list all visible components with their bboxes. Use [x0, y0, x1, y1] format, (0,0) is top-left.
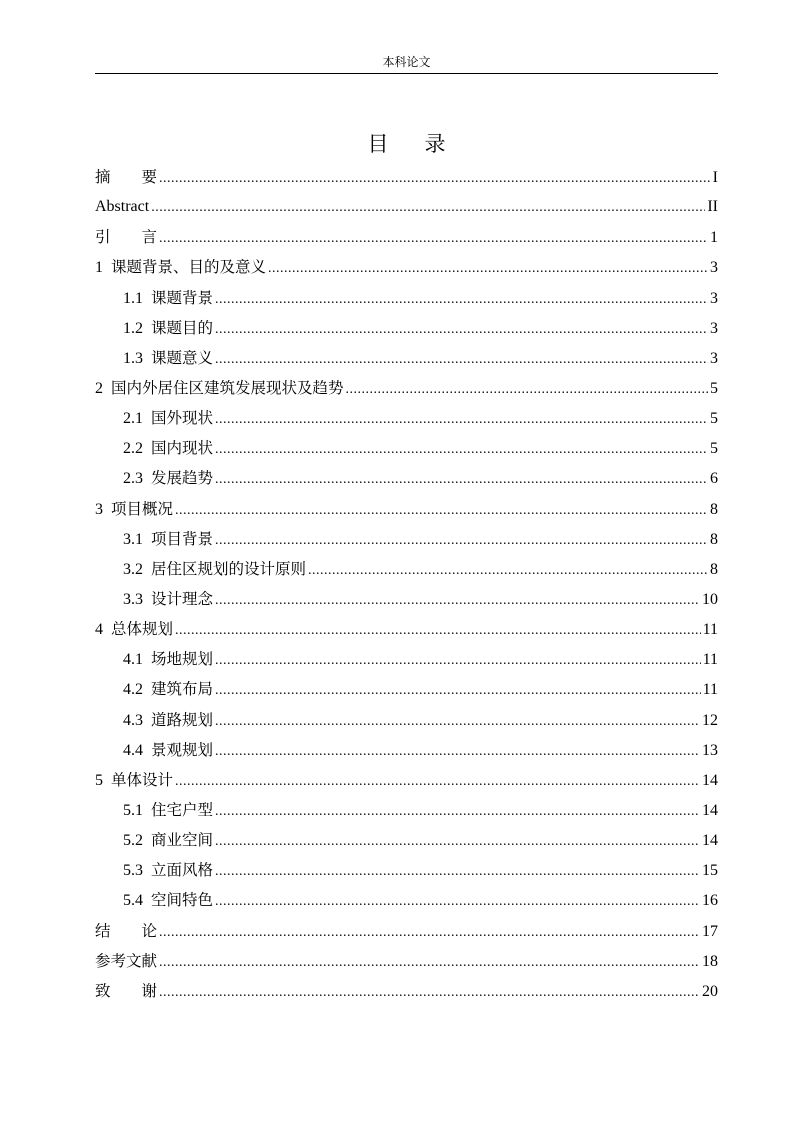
toc-entry-label: 建筑布局 [151, 680, 214, 699]
toc-dot-leader [308, 556, 708, 586]
toc-entry-label: 课题目的 [151, 318, 214, 337]
toc-entry-page: 5 [710, 379, 718, 397]
toc-entry[interactable] [95, 463, 718, 493]
toc-entry-page: 8 [710, 530, 718, 548]
toc-entry-page: 5 [710, 410, 718, 428]
toc-entry-page: 14 [702, 771, 718, 789]
toc-entry[interactable] [95, 614, 718, 644]
toc-entry-number: 4.4 [123, 741, 143, 759]
toc-dot-leader [215, 285, 708, 315]
toc-entry-number: 3 [95, 500, 103, 518]
toc-entry[interactable] [95, 494, 718, 524]
toc-entry-label: 课题背景、目的及意义 [111, 258, 267, 277]
toc-title: 目录 [367, 132, 482, 156]
toc-entry[interactable] [95, 795, 718, 825]
toc-dot-leader [215, 887, 700, 917]
toc-entry-number: 4.1 [123, 651, 143, 669]
toc-entry[interactable] [95, 433, 718, 463]
toc-entry[interactable] [95, 705, 718, 735]
toc-entry-label: 立面风格 [151, 861, 214, 880]
toc-dot-leader [215, 345, 708, 375]
toc-entry-page: 3 [710, 349, 718, 367]
toc-entry-page: 17 [702, 922, 718, 940]
toc-entry-page: 11 [702, 651, 718, 669]
toc-entry[interactable] [95, 825, 718, 855]
toc-entry-page: 3 [710, 319, 718, 337]
toc-entry-page: 11 [702, 621, 718, 639]
toc-dot-leader [215, 435, 708, 465]
toc-entry-number: 1.1 [123, 289, 143, 307]
toc-entry-label: 设计理念 [151, 589, 214, 608]
toc-entry-label: 国内外居住区建筑发展现状及趋势 [111, 378, 344, 397]
toc-entry-page: 15 [702, 862, 718, 880]
toc-entry-label: 项目背景 [151, 529, 214, 548]
toc-entry-number: 3.3 [123, 590, 143, 608]
toc-entry-label: 国外现状 [151, 409, 214, 428]
toc-entry[interactable] [95, 313, 718, 343]
toc-entry[interactable] [95, 855, 718, 885]
toc-entry-number: 3.1 [123, 530, 143, 548]
toc-entry-number: 5 [95, 771, 103, 789]
toc-entry-label: 课题意义 [151, 348, 214, 367]
toc-entry-number: 2 [95, 379, 103, 397]
toc-dot-leader [159, 948, 700, 978]
header-rule [95, 73, 718, 74]
toc-entry-number: 5.1 [123, 801, 143, 819]
toc-entry-number: 2.1 [123, 410, 143, 428]
toc-entry-page: 5 [710, 440, 718, 458]
toc-entry[interactable] [95, 343, 718, 373]
toc-dot-leader [215, 526, 708, 556]
toc-entry-label: 参考文献 [95, 951, 158, 970]
toc-entry[interactable] [95, 584, 718, 614]
toc-entry-page: 3 [710, 289, 718, 307]
toc-entry-number: 3.2 [123, 560, 143, 578]
toc-entry[interactable] [95, 252, 718, 282]
toc-entry[interactable] [95, 765, 718, 795]
toc-dot-leader [215, 707, 700, 737]
toc-entry-label: 居住区规划的设计原则 [151, 559, 307, 578]
toc-entry-number: 4.3 [123, 711, 143, 729]
toc-dot-leader [215, 737, 700, 767]
toc-entry-page: II [707, 198, 718, 216]
toc-dot-leader [215, 857, 700, 887]
toc-entry-page: 14 [702, 832, 718, 850]
toc-entry-page: 11 [702, 681, 718, 699]
toc-dot-leader [175, 767, 700, 797]
toc-entry-label: 道路规划 [151, 710, 214, 729]
toc-dot-leader [346, 375, 708, 405]
toc-entry-page: 3 [710, 259, 718, 277]
toc-entry-label: 空间特色 [151, 891, 214, 910]
toc-entry-label: 住宅户型 [151, 800, 214, 819]
toc-dot-leader [175, 616, 701, 646]
toc-entry-page: I [712, 169, 718, 186]
toc-dot-leader [175, 496, 708, 526]
toc-entry[interactable] [95, 524, 718, 554]
toc-entry-number: 1.3 [123, 349, 143, 367]
toc-entry-page: 8 [710, 500, 718, 518]
toc-entry-page: 13 [702, 741, 718, 759]
toc-entry[interactable] [95, 976, 718, 1006]
toc-dot-leader [268, 254, 708, 284]
toc-entry-number: 2.2 [123, 440, 143, 458]
toc-entry-label: 国内现状 [151, 439, 214, 458]
toc-entry-page: 12 [702, 711, 718, 729]
toc-entry-page: 10 [702, 590, 718, 608]
toc-entry-label: 单体设计 [111, 770, 174, 789]
toc-dot-leader [215, 797, 700, 827]
toc-entry[interactable] [95, 192, 718, 222]
toc-entry-label: 引 言 [95, 228, 158, 247]
toc-entry-page: 20 [702, 982, 718, 1000]
toc-entry[interactable] [95, 674, 718, 704]
toc-entry-label: 景观规划 [151, 740, 214, 759]
toc-entry-number: 1 [95, 259, 103, 277]
toc-dot-leader [215, 465, 708, 495]
toc-entry-label: Abstract [95, 198, 150, 216]
toc-dot-leader [215, 315, 708, 345]
toc-dot-leader [215, 586, 700, 616]
toc-entry-page: 8 [710, 560, 718, 578]
toc-entry-number: 4 [95, 621, 103, 639]
toc-dot-leader [159, 978, 700, 1008]
toc-dot-leader [159, 918, 700, 948]
toc-dot-leader [159, 164, 711, 194]
toc-entry-page: 6 [710, 470, 718, 488]
toc-entry-label: 商业空间 [151, 831, 214, 850]
toc-entry-number: 1.2 [123, 319, 143, 337]
toc-entry[interactable] [95, 946, 718, 976]
toc-entry[interactable] [95, 735, 718, 765]
toc-entry-label: 总体规划 [111, 620, 174, 639]
toc-entry-page: 18 [702, 952, 718, 970]
table-of-contents [95, 162, 718, 1006]
toc-entry[interactable] [95, 885, 718, 915]
toc-entry-page: 1 [710, 229, 718, 247]
toc-entry[interactable] [95, 554, 718, 584]
toc-entry[interactable] [95, 222, 718, 252]
toc-entry-page: 16 [702, 892, 718, 910]
toc-dot-leader [159, 224, 708, 254]
toc-entry-label: 结 论 [95, 921, 158, 940]
toc-entry-number: 5.3 [123, 862, 143, 880]
toc-entry-number: 4.2 [123, 681, 143, 699]
running-header: 本科论文 [382, 55, 431, 69]
toc-dot-leader [151, 193, 705, 223]
toc-entry-label: 项目概况 [111, 499, 174, 518]
toc-dot-leader [215, 676, 701, 706]
toc-entry[interactable] [95, 283, 718, 313]
toc-entry[interactable] [95, 403, 718, 433]
toc-entry-label: 发展趋势 [151, 469, 214, 488]
toc-entry-label: 致 谢 [95, 981, 158, 1000]
toc-entry-label: 摘 要 [95, 168, 158, 186]
toc-entry-label: 场地规划 [151, 650, 214, 669]
toc-entry-page: 14 [702, 801, 718, 819]
toc-entry-number: 5.2 [123, 832, 143, 850]
toc-entry-number: 2.3 [123, 470, 143, 488]
toc-entry-number: 5.4 [123, 892, 143, 910]
toc-dot-leader [215, 405, 708, 435]
toc-dot-leader [215, 827, 700, 857]
toc-entry[interactable] [95, 373, 718, 403]
toc-entry[interactable] [95, 916, 718, 946]
toc-entry[interactable] [95, 644, 718, 674]
toc-dot-leader [215, 646, 701, 676]
toc-entry-label: 课题背景 [151, 288, 214, 307]
toc-entry[interactable] [95, 162, 718, 192]
